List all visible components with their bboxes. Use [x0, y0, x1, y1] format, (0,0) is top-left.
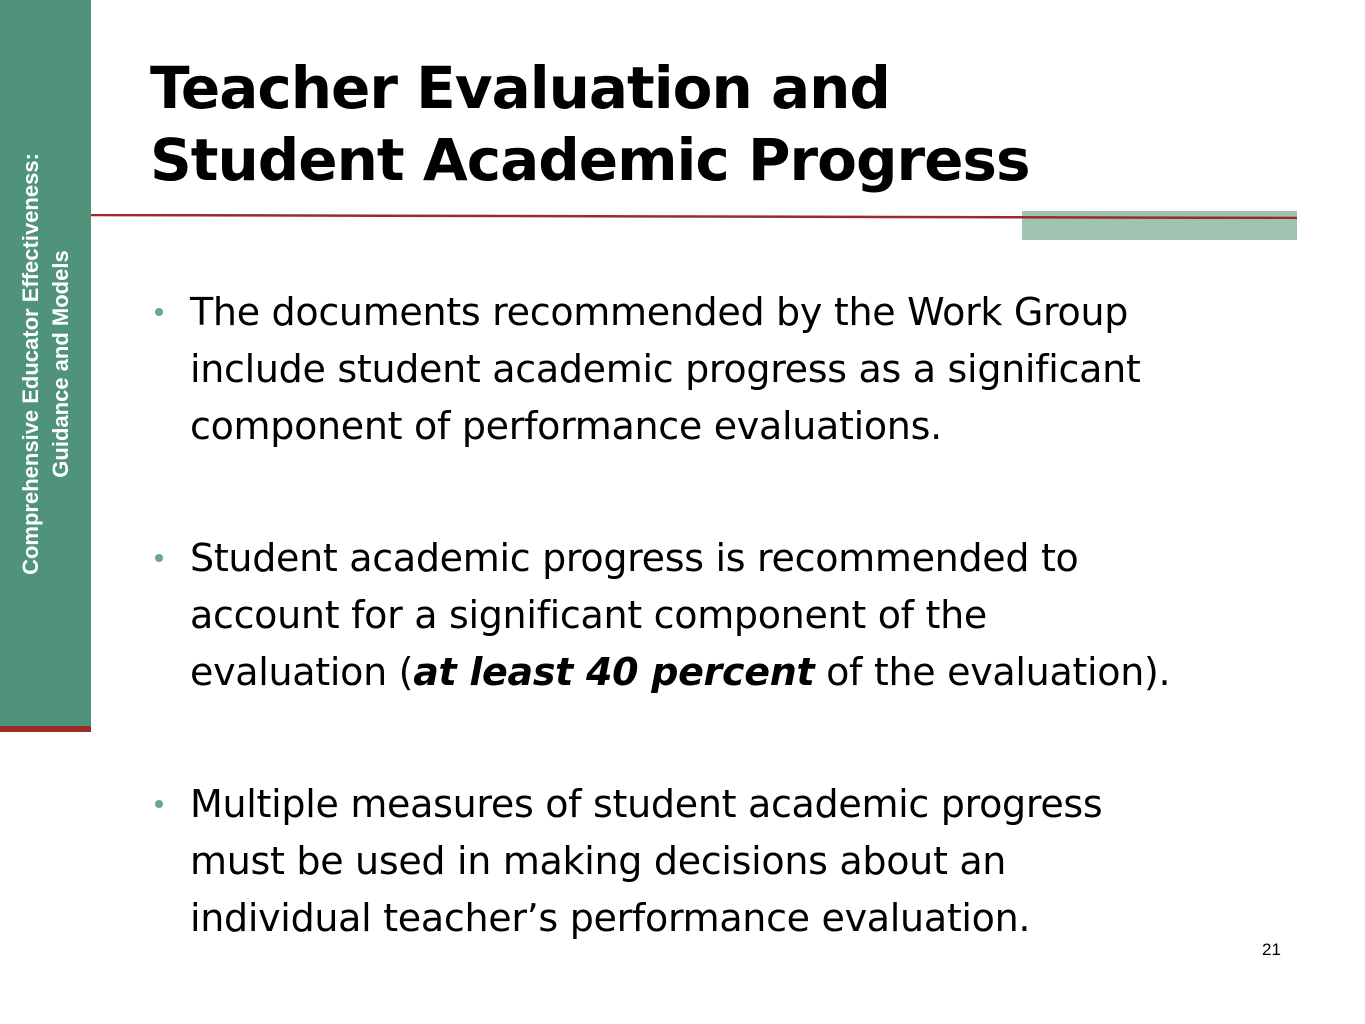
bullet-3-line-1: Multiple measures of student academic progress — [190, 782, 1103, 826]
bullet-3-line-3: individual teacher’s performance evaluation. — [190, 896, 1031, 940]
bullet-2-line-1: Student academic progress is recommended to — [190, 536, 1079, 580]
bullet-2-emphasis: at least 40 percent — [413, 650, 815, 694]
bullet-dot-icon — [155, 800, 163, 808]
page-number: 21 — [1262, 940, 1281, 959]
bullet-1-line-3: component of performance evaluations. — [190, 404, 942, 448]
sidebar-title-line-2: Guidance and Models — [48, 250, 73, 478]
sidebar-vertical-title — [16, 14, 76, 714]
bullet-text-3 — [190, 776, 1300, 947]
bullet-item-3 — [150, 776, 1300, 947]
sidebar-banner — [0, 0, 91, 726]
slide-title — [150, 52, 1029, 196]
bullet-2-line-3-after: of the evaluation). — [814, 650, 1171, 694]
slide-title-line-2: Student Academic Progress — [150, 126, 1030, 194]
title-divider-line — [91, 214, 1297, 219]
bullet-item-1 — [150, 284, 1300, 455]
bullet-dot-icon — [155, 308, 163, 316]
sidebar-bottom-rule — [0, 726, 91, 732]
bullet-2-line-3 — [190, 644, 1300, 701]
bullet-text-1 — [190, 284, 1300, 455]
bullet-2-line-3-before: evaluation ( — [190, 650, 414, 694]
slide-title-line-1: Teacher Evaluation and — [150, 54, 890, 122]
sidebar-title-line-1: Comprehensive Educator Effectiveness: — [18, 153, 43, 575]
bullet-list — [150, 284, 1300, 947]
bullet-2-line-2: account for a significant component of the — [190, 593, 987, 637]
bullet-1-line-1: The documents recommended by the Work Group — [190, 290, 1129, 334]
bullet-text-2 — [190, 530, 1300, 701]
bullet-3-line-2: must be used in making decisions about an — [190, 839, 1007, 883]
bullet-dot-icon — [155, 554, 163, 562]
bullet-1-line-2: include student academic progress as a significant — [190, 347, 1141, 391]
bullet-item-2 — [150, 530, 1300, 701]
